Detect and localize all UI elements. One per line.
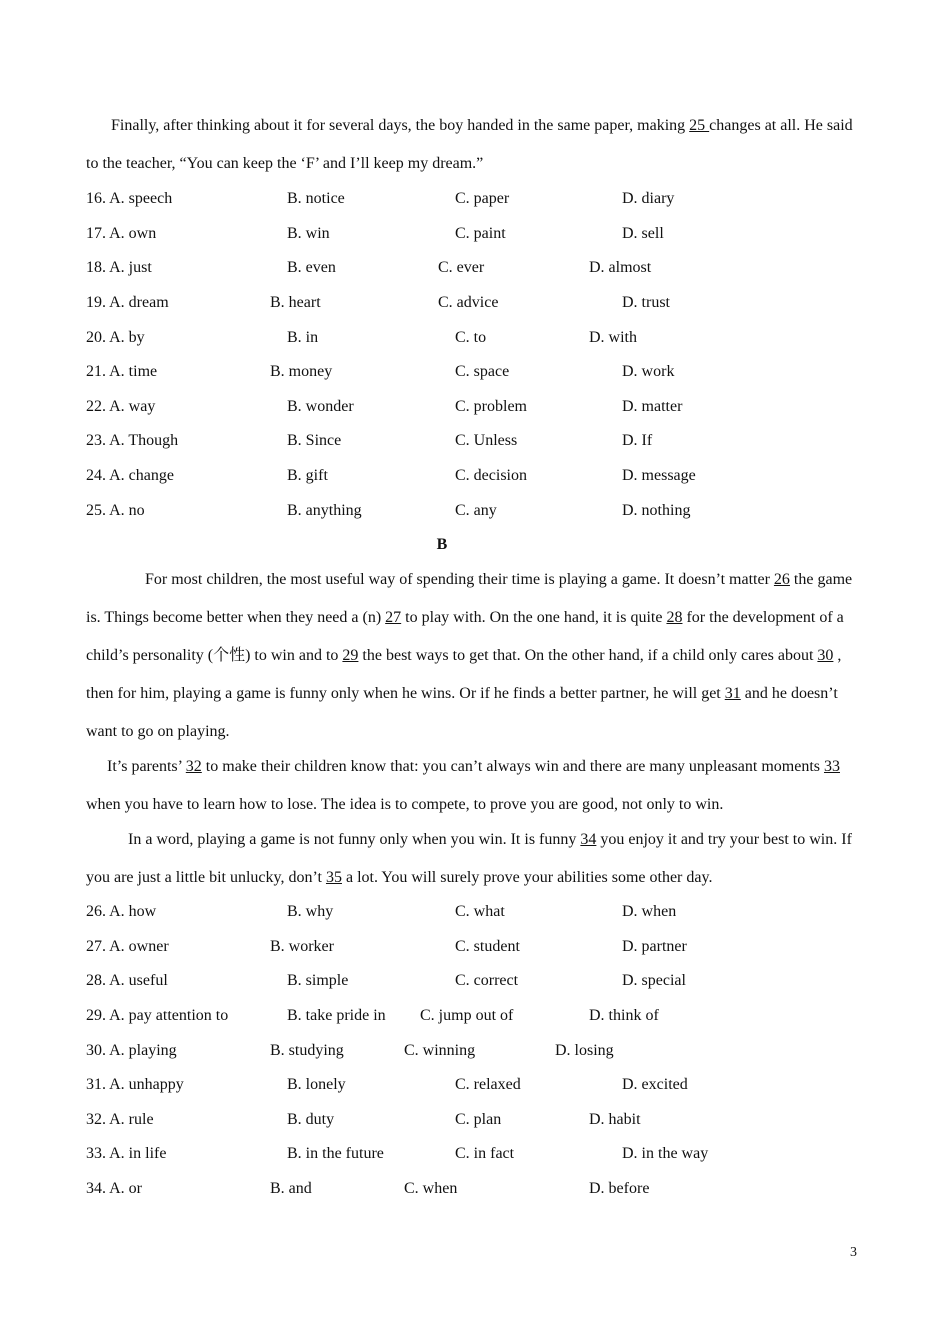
blank-25: 25 — [689, 117, 710, 134]
option-b: B. anything — [287, 502, 362, 519]
blank-27: 27 — [385, 609, 402, 626]
blank-35: 35 — [325, 869, 342, 886]
option-b: B. notice — [287, 190, 345, 207]
question-21 — [86, 363, 862, 383]
option-d: D. message — [622, 467, 696, 484]
option-c: C. problem — [455, 398, 527, 415]
option-d: D. work — [622, 363, 675, 380]
question-33 — [86, 1145, 862, 1165]
blank-26: 26 — [773, 571, 790, 588]
option-a: 25. A. no — [86, 502, 145, 519]
option-c: C. plan — [455, 1111, 502, 1128]
question-18 — [86, 259, 862, 279]
passage-text: to make their children know that: you can’t always win and there are many unpleasant moments — [201, 758, 824, 775]
passage-a-ending — [86, 107, 862, 183]
question-27 — [86, 938, 862, 958]
question-34 — [86, 1180, 862, 1200]
option-d: D. almost — [589, 259, 652, 276]
passage-text: a lot. You will surely prove your abilities some other day. — [341, 869, 713, 886]
option-d: D. diary — [622, 190, 675, 207]
option-c: C. in fact — [455, 1145, 515, 1162]
blank-29: 29 — [342, 647, 359, 664]
question-24 — [86, 467, 862, 487]
option-c: C. paint — [455, 225, 506, 242]
blank-28: 28 — [666, 609, 683, 626]
option-b: B. worker — [270, 938, 334, 955]
blank-32: 32 — [185, 758, 202, 775]
option-c: C. jump out of — [420, 1007, 514, 1024]
option-d: D. with — [589, 329, 637, 346]
blank-30: 30 — [817, 647, 834, 664]
option-a: 34. A. or — [86, 1180, 142, 1197]
option-d: D. think of — [589, 1007, 659, 1024]
question-28 — [86, 972, 862, 992]
question-20 — [86, 329, 862, 349]
option-d: D. losing — [555, 1042, 614, 1059]
option-b: B. simple — [287, 972, 349, 989]
passage-text: for the development of a child’s personality (个性) to win and to — [86, 609, 844, 664]
passage-text: when you have to learn how to lose. The idea is to compete, to prove you are good, not only to win. — [86, 796, 724, 813]
option-d: D. matter — [622, 398, 683, 415]
option-d: D. when — [622, 903, 677, 920]
passage-text: It’s parents’ — [107, 758, 186, 775]
blank-33: 33 — [823, 758, 840, 775]
option-c: C. paper — [455, 190, 510, 207]
option-a: 21. A. time — [86, 363, 158, 380]
passage-text: , then for him, playing a game is funny only when he wins. Or if he finds a better partner, he will get — [86, 647, 842, 702]
option-b: B. lonely — [287, 1076, 346, 1093]
option-d: D. If — [622, 432, 653, 449]
option-a: 28. A. useful — [86, 972, 168, 989]
option-a: 33. A. in life — [86, 1145, 167, 1162]
option-b: B. and — [270, 1180, 312, 1197]
option-a: 20. A. by — [86, 329, 145, 346]
option-b: B. why — [287, 903, 334, 920]
option-d: D. nothing — [622, 502, 691, 519]
option-c: C. decision — [455, 467, 527, 484]
question-29 — [86, 1007, 862, 1027]
blank-31: 31 — [724, 685, 741, 702]
option-c: C. any — [455, 502, 497, 519]
passage-text: Finally, after thinking about it for several days, the boy handed in the same paper, making — [111, 117, 690, 134]
option-a: 26. A. how — [86, 903, 157, 920]
passage-b-paragraph-3 — [86, 821, 862, 897]
option-a: 16. A. speech — [86, 190, 173, 207]
option-b: B. studying — [270, 1042, 344, 1059]
option-d: D. before — [589, 1180, 650, 1197]
option-c: C. winning — [404, 1042, 476, 1059]
option-d: D. in the way — [622, 1145, 709, 1162]
question-23 — [86, 432, 862, 452]
option-d: D. trust — [622, 294, 670, 311]
option-a: 23. A. Though — [86, 432, 179, 449]
question-25 — [86, 502, 862, 522]
question-22 — [86, 398, 862, 418]
option-c: C. advice — [438, 294, 499, 311]
blank-34: 34 — [580, 831, 597, 848]
option-a: 19. A. dream — [86, 294, 169, 311]
option-c: C. correct — [455, 972, 519, 989]
option-d: D. excited — [622, 1076, 688, 1093]
option-d: D. special — [622, 972, 686, 989]
passage-text: changes at all. He said to the teacher, “You can keep the ‘F’ and I’ll keep my dream.” — [86, 117, 853, 172]
option-a: 24. A. change — [86, 467, 174, 484]
option-c: C. ever — [438, 259, 485, 276]
option-c: C. student — [455, 938, 520, 955]
passage-b-paragraph-1 — [86, 561, 862, 751]
option-a: 27. A. owner — [86, 938, 169, 955]
passage-text: In a word, playing a game is not funny only when you win. It is funny — [128, 831, 581, 848]
option-a: 17. A. own — [86, 225, 157, 242]
option-a: 32. A. rule — [86, 1111, 154, 1128]
option-b: B. heart — [270, 294, 321, 311]
option-a: 31. A. unhappy — [86, 1076, 184, 1093]
passage-text: the best ways to get that. On the other hand, if a child only cares about — [358, 647, 818, 664]
option-b: B. in the future — [287, 1145, 384, 1162]
question-16 — [86, 190, 862, 210]
option-b: B. take pride in — [287, 1007, 386, 1024]
option-a: 29. A. pay attention to — [86, 1007, 229, 1024]
option-b: B. gift — [287, 467, 328, 484]
option-b: B. win — [287, 225, 330, 242]
question-17 — [86, 225, 862, 245]
option-d: D. partner — [622, 938, 687, 955]
option-a: 22. A. way — [86, 398, 156, 415]
passage-text: to play with. On the one hand, it is quite — [401, 609, 667, 626]
option-a: 30. A. playing — [86, 1042, 177, 1059]
page-number: 3 — [850, 1245, 857, 1260]
option-c: C. space — [455, 363, 510, 380]
option-c: C. what — [455, 903, 505, 920]
passage-text: For most children, the most useful way of spending their time is playing a game. It doesn’t matter — [145, 571, 774, 588]
option-b: B. money — [270, 363, 333, 380]
passage-text: and he doesn’t want to go on playing. — [86, 685, 838, 740]
section-b-heading: B — [436, 536, 448, 553]
question-26 — [86, 903, 862, 923]
option-c: C. to — [455, 329, 487, 346]
passage-b-paragraph-2 — [86, 748, 862, 824]
option-b: B. wonder — [287, 398, 354, 415]
question-32 — [86, 1111, 862, 1131]
option-d: D. habit — [589, 1111, 641, 1128]
option-c: C. Unless — [455, 432, 518, 449]
option-b: B. in — [287, 329, 319, 346]
option-c: C. when — [404, 1180, 458, 1197]
option-b: B. duty — [287, 1111, 335, 1128]
question-19 — [86, 294, 862, 314]
option-b: B. even — [287, 259, 336, 276]
option-c: C. relaxed — [455, 1076, 521, 1093]
passage-text: you enjoy it and try your best to win. If you are just a little bit unlucky, don’t — [86, 831, 852, 886]
question-30 — [86, 1042, 862, 1062]
question-31 — [86, 1076, 862, 1096]
option-d: D. sell — [622, 225, 664, 242]
option-b: B. Since — [287, 432, 342, 449]
option-a: 18. A. just — [86, 259, 152, 276]
passage-text: the game is. Things become better when they need a (n) — [86, 571, 853, 626]
